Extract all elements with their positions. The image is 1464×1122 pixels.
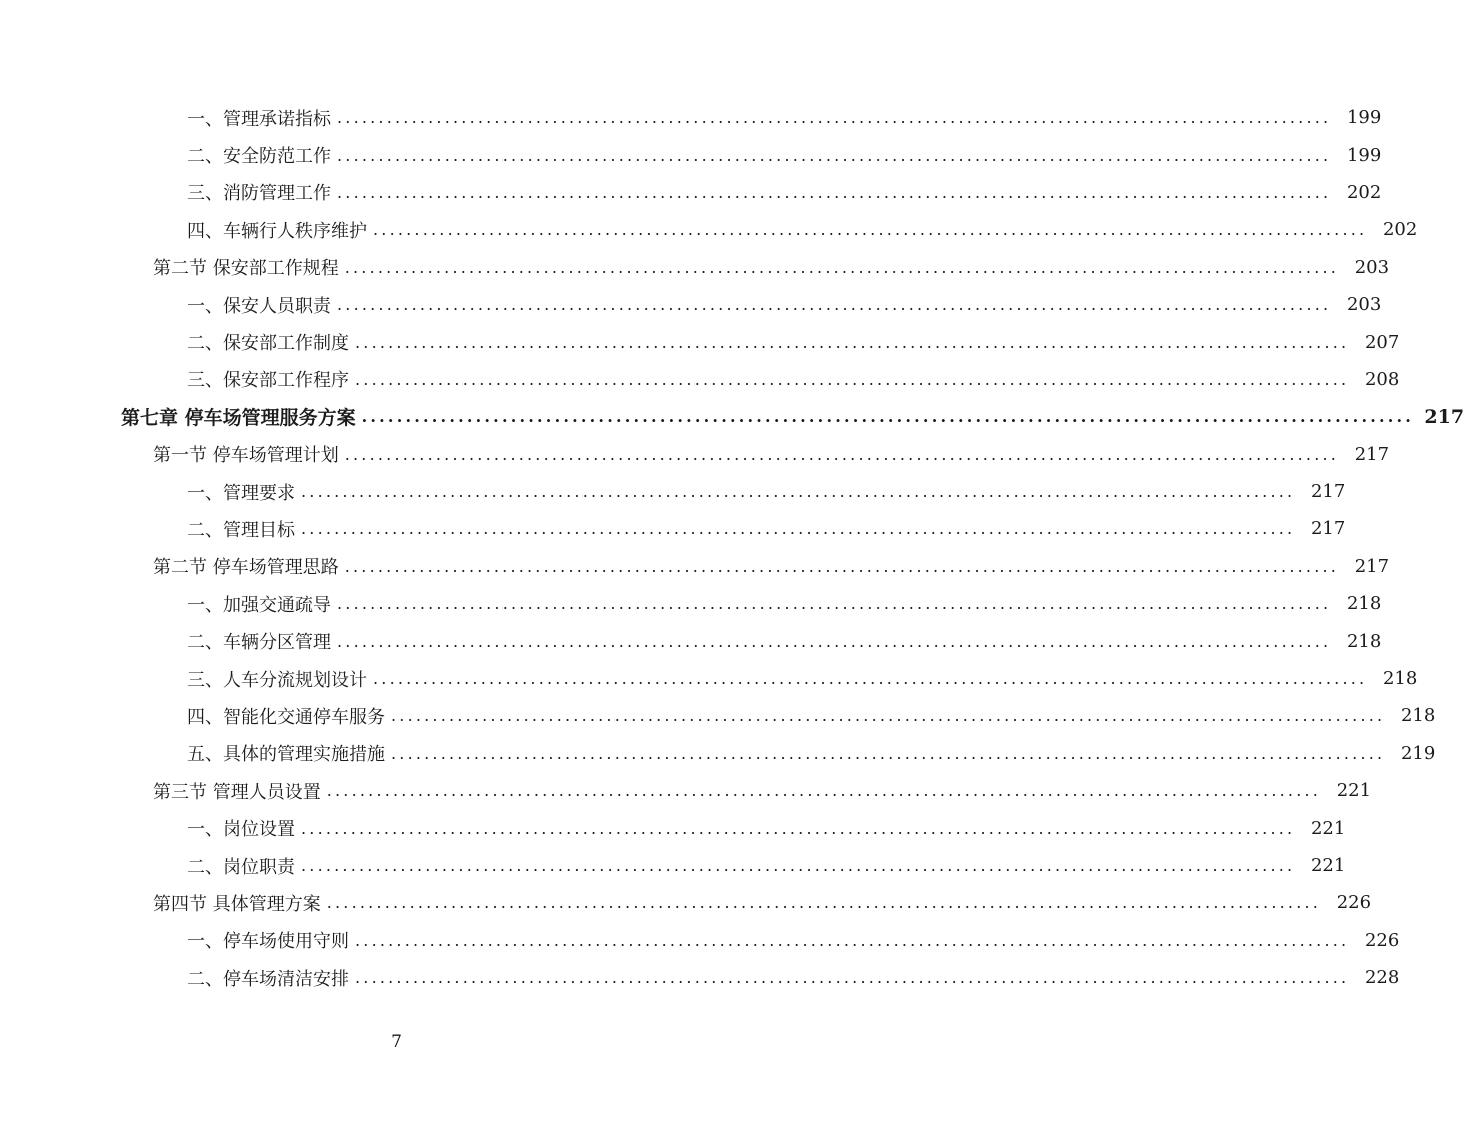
- toc-entry-page: 203: [1346, 294, 1382, 316]
- dot-leader: ........................................................................................................................: [326, 781, 1322, 801]
- toc-entry-item[interactable]: [0, 174, 1382, 211]
- table-of-contents: [0, 99, 1464, 996]
- toc-entry-section[interactable]: [0, 884, 1372, 921]
- toc-entry-item[interactable]: [0, 323, 1400, 360]
- toc-entry-title: 二、岗位职责: [187, 856, 295, 878]
- toc-entry-page: 221: [1310, 855, 1346, 876]
- toc-entry-section[interactable]: [0, 772, 1372, 809]
- toc-entry-item[interactable]: [0, 510, 1346, 547]
- dot-leader: ........................................................................................................................: [337, 108, 1332, 128]
- toc-entry-item[interactable]: [0, 622, 1382, 659]
- toc-entry-title: 二、安全防范工作: [187, 146, 331, 168]
- toc-entry-title: 一、保安人员职责: [187, 295, 331, 317]
- toc-entry-page: 217: [1310, 518, 1346, 540]
- toc-entry-title: 二、车辆分区管理: [187, 632, 331, 654]
- dot-leader: ........................................................................................................................: [326, 893, 1322, 913]
- toc-entry-title: 第一节 停车场管理计划: [153, 445, 339, 467]
- toc-entry-title: 四、智能化交通停车服务: [187, 706, 385, 728]
- dot-leader: ........................................................................................................................: [337, 145, 1332, 165]
- dot-leader: ........................................................................................................................: [355, 369, 1350, 389]
- dot-leader: ........................................................................................................................: [337, 295, 1332, 315]
- toc-entry-title: 三、人车分流规划设计: [187, 669, 367, 691]
- dot-leader: ........................................................................................................................: [344, 257, 1340, 277]
- toc-entry-item[interactable]: [0, 585, 1382, 622]
- toc-entry-title: 二、停车场清洁安排: [187, 968, 349, 990]
- toc-entry-page: 219: [1400, 742, 1436, 764]
- toc-entry-title: 二、管理目标: [187, 519, 295, 541]
- toc-entry-page: 199: [1346, 107, 1382, 129]
- toc-entry-item[interactable]: [0, 922, 1400, 959]
- toc-entry-title: 四、车辆行人秩序维护: [187, 220, 367, 242]
- page-number: 7: [391, 1032, 402, 1052]
- toc-entry-title: 三、保安部工作程序: [187, 370, 349, 392]
- toc-entry-page: 221: [1336, 780, 1372, 802]
- dot-leader: ........................................................................................................................: [355, 968, 1350, 988]
- toc-entry-section[interactable]: [0, 436, 1390, 473]
- toc-entry-page: 199: [1346, 144, 1382, 166]
- toc-entry-item[interactable]: [0, 286, 1382, 323]
- dot-leader: ........................................................................................................................: [337, 631, 1332, 651]
- toc-entry-page: 226: [1364, 929, 1400, 951]
- toc-entry-chapter[interactable]: [0, 398, 1464, 435]
- dot-leader: ........................................................................................................................: [344, 444, 1340, 464]
- toc-entry-page: 221: [1310, 817, 1346, 839]
- toc-entry-item[interactable]: [0, 735, 1436, 772]
- toc-entry-page: 202: [1346, 181, 1382, 203]
- toc-entry-title: 三、消防管理工作: [187, 183, 331, 205]
- toc-entry-page: 218: [1400, 705, 1436, 727]
- toc-entry-page: 217: [1354, 555, 1390, 577]
- toc-entry-title: 一、岗位设置: [187, 819, 295, 841]
- dot-leader: ........................................................................................................................: [355, 930, 1350, 950]
- toc-entry-title: 一、管理要求: [187, 482, 295, 504]
- toc-entry-title: 一、停车场使用守则: [187, 931, 349, 953]
- toc-entry-item[interactable]: [0, 136, 1382, 173]
- dot-leader: ........................................................................................................................: [337, 182, 1332, 202]
- toc-entry-title: 二、保安部工作制度: [187, 333, 349, 355]
- dot-leader: ........................................................................................................................: [301, 856, 1296, 875]
- toc-entry-section[interactable]: [0, 548, 1390, 585]
- toc-entry-item[interactable]: [0, 697, 1436, 734]
- toc-entry-page: 217: [1354, 443, 1390, 465]
- dot-leader: ........................................................................................................................: [361, 407, 1415, 427]
- toc-entry-item[interactable]: [0, 660, 1418, 697]
- dot-leader: ........................................................................................................................: [391, 706, 1386, 726]
- toc-entry-title: 五、具体的管理实施措施: [187, 744, 385, 766]
- dot-leader: ........................................................................................................................: [344, 556, 1340, 576]
- dot-leader: ........................................................................................................................: [355, 332, 1350, 352]
- toc-entry-page: 217: [1424, 405, 1464, 428]
- toc-entry-title: 一、加强交通疏导: [187, 594, 331, 616]
- toc-entry-page: 207: [1364, 331, 1400, 353]
- toc-entry-page: 203: [1354, 256, 1390, 278]
- toc-entry-page: 217: [1310, 481, 1346, 503]
- toc-entry-title: 第四节 具体管理方案: [153, 893, 321, 915]
- toc-entry-item[interactable]: [0, 99, 1382, 136]
- toc-entry-item[interactable]: [0, 809, 1346, 846]
- dot-leader: ........................................................................................................................: [391, 743, 1386, 763]
- toc-entry-title: 一、管理承诺指标: [187, 108, 331, 130]
- toc-entry-page: 226: [1336, 892, 1372, 914]
- toc-entry-title: 第二节 停车场管理思路: [153, 557, 339, 579]
- toc-entry-page: 218: [1346, 593, 1382, 615]
- dot-leader: ........................................................................................................................: [373, 220, 1368, 240]
- toc-entry-item[interactable]: [0, 473, 1346, 510]
- toc-entry-page: 208: [1364, 368, 1400, 390]
- toc-entry-item[interactable]: [0, 959, 1400, 996]
- dot-leader: ........................................................................................................................: [301, 482, 1296, 502]
- dot-leader: ........................................................................................................................: [301, 818, 1296, 838]
- toc-entry-page: 218: [1346, 630, 1382, 652]
- dot-leader: ........................................................................................................................: [301, 519, 1296, 539]
- toc-entry-page: 228: [1364, 967, 1400, 989]
- toc-entry-item[interactable]: [0, 361, 1400, 398]
- toc-entry-item[interactable]: [0, 211, 1418, 248]
- toc-entry-page: 218: [1382, 668, 1418, 690]
- dot-leader: ........................................................................................................................: [337, 594, 1332, 614]
- toc-entry-section[interactable]: [0, 249, 1390, 286]
- toc-entry-title: 第二节 保安部工作规程: [153, 258, 339, 280]
- toc-entry-page: 202: [1382, 219, 1418, 241]
- dot-leader: ........................................................................................................................: [373, 669, 1368, 689]
- toc-entry-item[interactable]: [0, 847, 1346, 884]
- toc-entry-title: 第三节 管理人员设置: [153, 781, 321, 803]
- toc-entry-title: 第七章 停车场管理服务方案: [121, 407, 356, 430]
